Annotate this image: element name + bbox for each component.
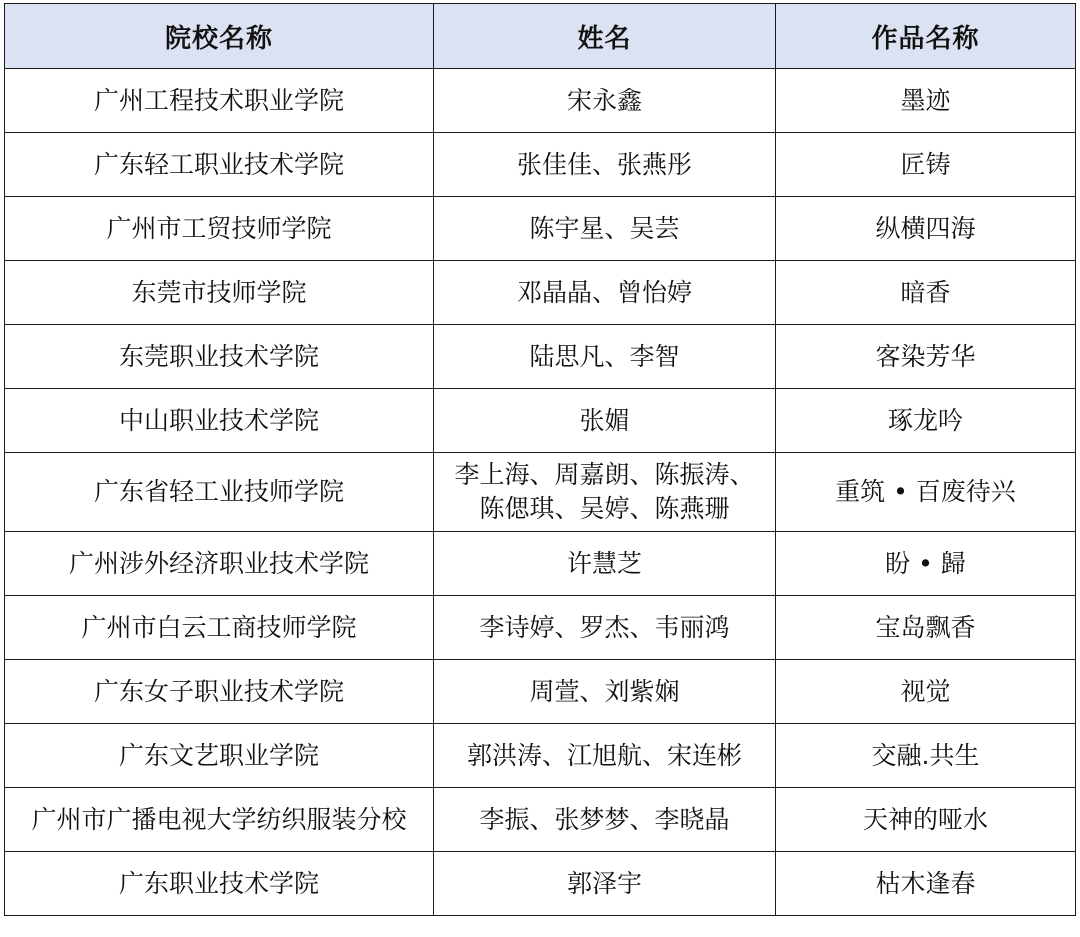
awards-table: [4, 3, 1076, 916]
name-line: 陈偲琪、吴婷、陈燕珊: [479, 494, 730, 523]
cell-school: 广东文艺职业学院: [5, 724, 434, 788]
cell-school: 中山职业技术学院: [5, 389, 434, 453]
cell-names: [434, 724, 776, 788]
table-row: [5, 724, 1076, 788]
name-line: 陈宇星、吴芸: [529, 213, 680, 243]
cell-work: 盼 • 歸: [776, 532, 1076, 596]
table-row: [5, 596, 1076, 660]
cell-work: 客染芳华: [776, 325, 1076, 389]
cell-work: 匠铸: [776, 133, 1076, 197]
cell-names: [434, 69, 776, 133]
name-line: 邓晶晶、曾怡婷: [516, 277, 692, 307]
header-name: 姓名: [434, 4, 776, 69]
cell-work: 交融.共生: [776, 724, 1076, 788]
cell-school: 广州市工贸技师学院: [5, 197, 434, 261]
name-line: 李诗婷、罗杰、韦丽鸿: [479, 612, 730, 642]
cell-work: 琢龙吟: [776, 389, 1076, 453]
cell-names: [434, 133, 776, 197]
cell-school: 广东轻工职业技术学院: [5, 133, 434, 197]
name-line: 张佳佳、张燕彤: [516, 149, 692, 179]
cell-names: [434, 596, 776, 660]
cell-names: [434, 532, 776, 596]
cell-names: [434, 788, 776, 852]
name-line: 李振、张梦梦、李晓晶: [479, 804, 730, 834]
cell-school: 广州工程技术职业学院: [5, 69, 434, 133]
table-row: [5, 69, 1076, 133]
table-row: [5, 133, 1076, 197]
name-line: 宋永鑫: [566, 85, 642, 115]
table-row: [5, 325, 1076, 389]
table-body: [5, 69, 1076, 916]
table-row: [5, 852, 1076, 916]
cell-names: [434, 197, 776, 261]
cell-school: 广州涉外经济职业技术学院: [5, 532, 434, 596]
cell-work: 宝岛飘香: [776, 596, 1076, 660]
table-row: [5, 788, 1076, 852]
cell-names: [434, 325, 776, 389]
cell-names: [434, 453, 776, 532]
cell-names: [434, 261, 776, 325]
table-row: [5, 389, 1076, 453]
name-line: 郭泽宇: [566, 868, 642, 898]
cell-school: 东莞职业技术学院: [5, 325, 434, 389]
cell-school: 东莞市技师学院: [5, 261, 434, 325]
table-header-row: [5, 4, 1076, 69]
cell-school: 广州市白云工商技师学院: [5, 596, 434, 660]
cell-names: [434, 852, 776, 916]
header-work: 作品名称: [776, 4, 1076, 69]
cell-names: [434, 660, 776, 724]
cell-work: 纵横四海: [776, 197, 1076, 261]
cell-work: 墨迹: [776, 69, 1076, 133]
table-row: [5, 453, 1076, 532]
name-line: 郭洪涛、江旭航、宋连彬: [466, 740, 742, 770]
name-line: 周萱、刘紫娴: [529, 676, 680, 706]
cell-school: 广东职业技术学院: [5, 852, 434, 916]
cell-school: 广州市广播电视大学纺织服装分校: [5, 788, 434, 852]
cell-work: 天神的哑水: [776, 788, 1076, 852]
cell-work: 视觉: [776, 660, 1076, 724]
table-row: [5, 197, 1076, 261]
name-line: 许慧芝: [566, 548, 642, 578]
cell-school: 广东女子职业技术学院: [5, 660, 434, 724]
cell-work: 暗香: [776, 261, 1076, 325]
name-line: 李上海、周嘉朗、陈振涛、: [454, 460, 755, 489]
cell-work: 重筑 • 百废待兴: [776, 453, 1076, 532]
table-row: [5, 532, 1076, 596]
table-row: [5, 660, 1076, 724]
table-row: [5, 261, 1076, 325]
name-line: 陆思凡、李智: [529, 341, 680, 371]
cell-school: 广东省轻工业技师学院: [5, 453, 434, 532]
awards-table-container: [4, 3, 1075, 916]
header-school: 院校名称: [5, 4, 434, 69]
cell-names: [434, 389, 776, 453]
name-line: 张媚: [579, 405, 630, 435]
cell-work: 枯木逢春: [776, 852, 1076, 916]
